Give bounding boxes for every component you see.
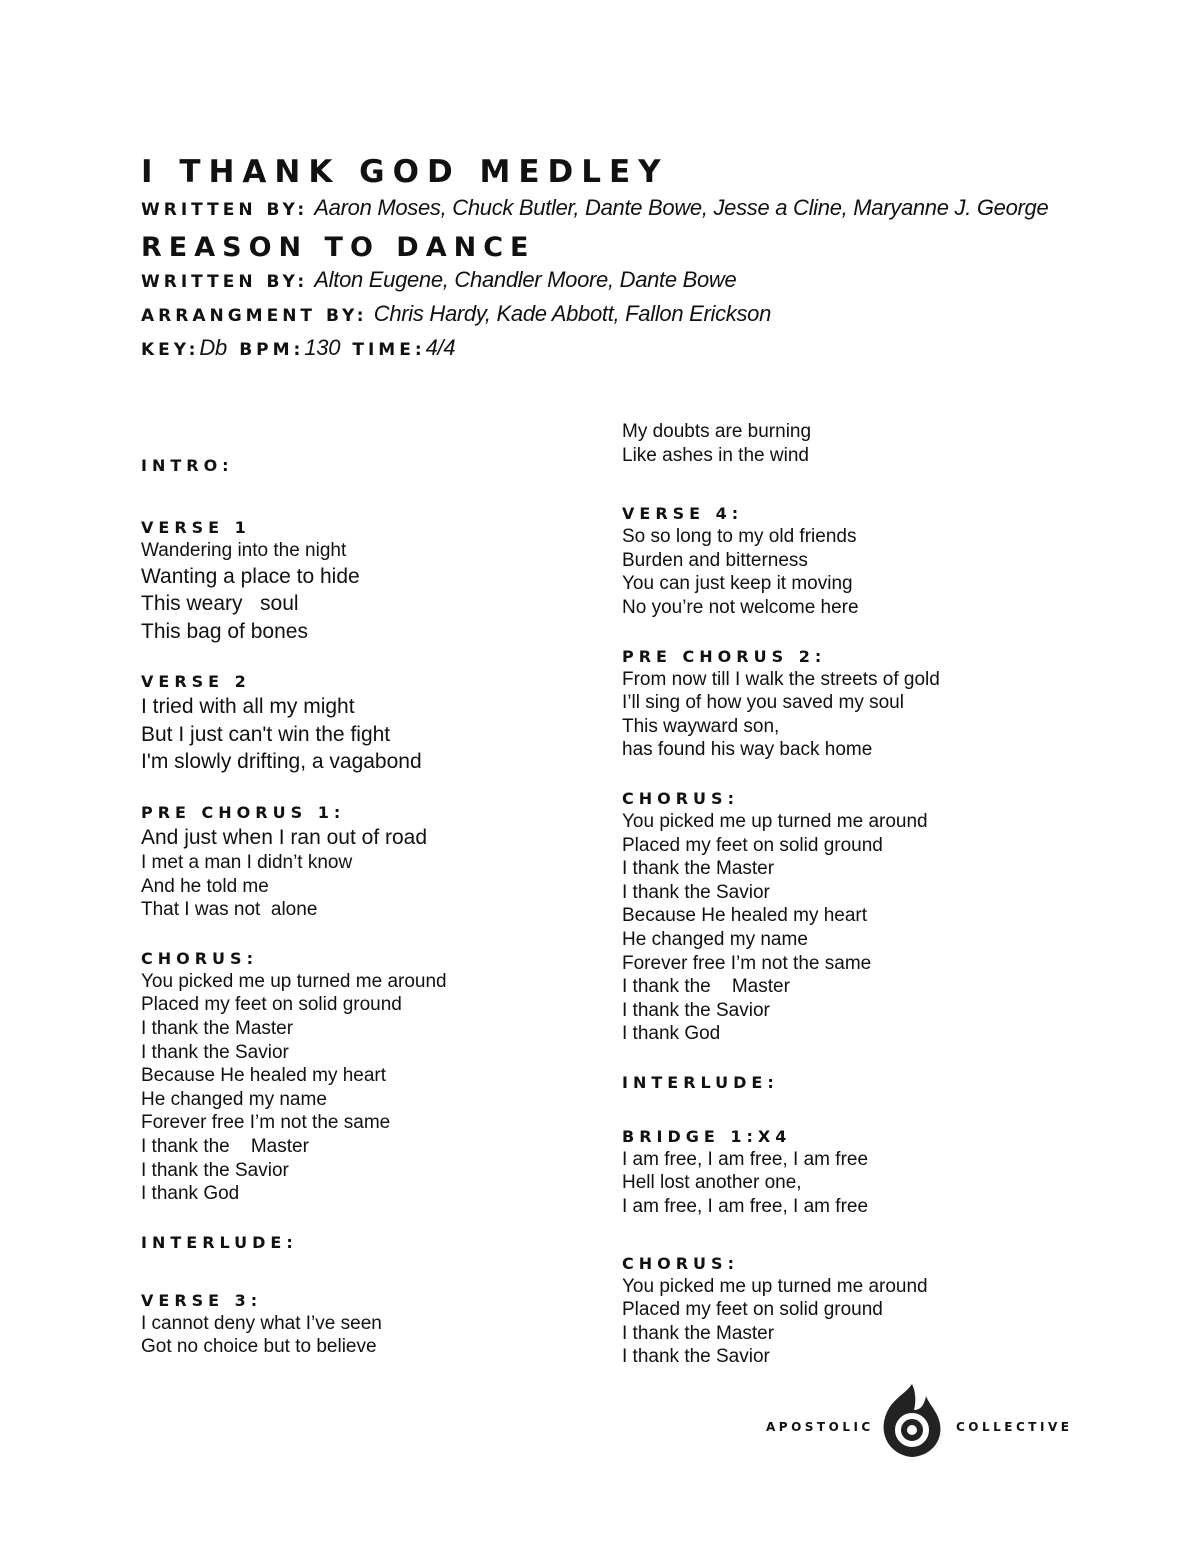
lyric-line: I tried with all my might — [141, 695, 355, 719]
lyric-line: Because He healed my heart — [141, 1065, 387, 1087]
logo-word-left: APOSTOLIC — [766, 1420, 874, 1434]
lyric-line: You can just keep it moving — [622, 573, 853, 595]
song-title-2: REASON TO DANCE — [141, 232, 536, 263]
song-header — [141, 150, 1081, 364]
written-by-label: WRITTEN BY: — [141, 200, 309, 220]
section-label: BRIDGE 1:X4 — [622, 1126, 792, 1146]
lyric-line: Like ashes in the wind — [622, 444, 809, 466]
lyric-line: Forever free I’m not the same — [141, 1112, 391, 1134]
section-verse-4 — [622, 503, 1092, 619]
bpm-label: BPM: — [239, 340, 305, 360]
lyric-line: So so long to my old friends — [622, 526, 857, 548]
section-pre-chorus-2 — [622, 646, 1092, 762]
song-title-1: I THANK GOD MEDLEY — [141, 154, 669, 190]
lyric-line: I thank the Savior — [622, 881, 770, 903]
written-by-label: WRITTEN BY: — [141, 272, 309, 292]
lyric-line: Placed my feet on solid ground — [622, 1299, 883, 1321]
lyric-line: I thank God — [622, 1023, 721, 1045]
lyric-line: I thank the Savior — [141, 1159, 289, 1181]
lyric-line: Placed my feet on solid ground — [622, 834, 883, 856]
lyric-line: But I just can't win the fight — [141, 722, 391, 746]
key-value: Db — [199, 335, 227, 360]
section-verse-2 — [141, 671, 611, 776]
lyric-line: He changed my name — [141, 1088, 327, 1110]
lyric-line: I thank the Master — [622, 858, 775, 880]
lyric-line: Wanting a place to hide — [141, 564, 360, 588]
section-chorus-2 — [622, 1253, 1092, 1369]
logo-word-right: COLLECTIVE — [956, 1420, 1073, 1434]
lyric-line: I am free, I am free, I am free — [622, 1196, 869, 1218]
written-by-2 — [141, 266, 1081, 296]
lyric-line: Placed my feet on solid ground — [141, 994, 402, 1016]
lyric-line: And he told me — [141, 875, 269, 897]
arrangers: Chris Hardy, Kade Abbott, Fallon Erickson — [373, 301, 772, 326]
writers-1: Aaron Moses, Chuck Butler, Dante Bowe, Jesse a Cline, Maryanne J. George — [314, 195, 1049, 220]
lyric-line: I thank the Savior — [622, 999, 770, 1021]
apostolic-collective-logo — [766, 1380, 1073, 1460]
lyric-line: This bag of bones — [141, 619, 308, 643]
arrangement-label: ARRANGMENT BY: — [141, 306, 368, 326]
lyric-line: Got no choice but to believe — [141, 1336, 377, 1358]
lyric-line: You picked me up turned me around — [622, 810, 928, 832]
section-verse-1 — [141, 517, 611, 645]
lyric-line: No you’re not welcome here — [622, 596, 859, 618]
section-chorus — [622, 788, 1092, 1046]
lyrics-column-right — [622, 420, 1092, 1395]
section-label: CHORUS: — [622, 1253, 739, 1273]
lyric-line: Forever free I’m not the same — [622, 952, 872, 974]
written-by-1 — [141, 194, 1081, 224]
section-label: PRE CHORUS 2: — [622, 646, 827, 666]
lyric-line: I'm slowly drifting, a vagabond — [141, 750, 422, 774]
lyric-line: I met a man I didn’t know — [141, 852, 353, 874]
section-label: VERSE 4: — [622, 504, 744, 524]
lyric-line: This weary soul — [141, 592, 299, 616]
section-verse-3-continued — [622, 420, 1092, 467]
section-interlude — [141, 1232, 611, 1254]
section-verse-3 — [141, 1290, 611, 1359]
lyric-line: Because He healed my heart — [622, 905, 868, 927]
section-label: CHORUS: — [622, 788, 739, 808]
lyrics-column-left — [141, 455, 611, 1385]
section-pre-chorus-1 — [141, 802, 611, 922]
lyric-line: I’ll sing of how you saved my soul — [622, 692, 904, 714]
section-interlude — [622, 1072, 1092, 1094]
section-label: INTERLUDE: — [141, 1232, 298, 1252]
lyric-line: You picked me up turned me around — [622, 1275, 928, 1297]
lyric-line: I thank the Master — [141, 1018, 294, 1040]
section-label: VERSE 3: — [141, 1290, 263, 1310]
section-label: CHORUS: — [141, 948, 258, 968]
song-info — [141, 334, 1081, 364]
lyric-line: I am free, I am free, I am free — [622, 1148, 869, 1170]
time-value: 4/4 — [425, 335, 456, 360]
section-chorus — [141, 948, 611, 1206]
section-label: INTERLUDE: — [622, 1072, 779, 1092]
lyric-line: I thank God — [141, 1183, 240, 1205]
lyric-line: I thank the Master — [622, 976, 790, 998]
section-intro — [141, 455, 611, 477]
arrangement-by — [141, 300, 1081, 330]
section-label: INTRO: — [141, 456, 234, 475]
lyric-line: From now till I walk the streets of gold — [622, 668, 940, 690]
lyric-line: Wandering into the night — [141, 540, 347, 561]
lyric-line: Hell lost another one, — [622, 1172, 802, 1194]
writers-2: Alton Eugene, Chandler Moore, Dante Bowe — [314, 267, 737, 292]
lyric-line: That I was not alone — [141, 899, 318, 921]
lyric-line: I thank the Savior — [141, 1041, 289, 1063]
lyric-line: I thank the Master — [622, 1322, 775, 1344]
lyric-line: I cannot deny what I’ve seen — [141, 1312, 382, 1334]
flame-at-icon — [874, 1382, 950, 1460]
lyric-line: I thank the Savior — [622, 1346, 770, 1368]
section-bridge-1 — [622, 1126, 1092, 1219]
lyric-line: This wayward son, — [622, 715, 780, 737]
lyric-line: Burden and bitterness — [622, 549, 808, 571]
lyric-line: has found his way back home — [622, 739, 873, 761]
lyric-line: I thank the Master — [141, 1136, 309, 1158]
key-label: KEY: — [141, 340, 200, 360]
time-label: TIME: — [352, 340, 426, 360]
lyric-line: You picked me up turned me around — [141, 970, 447, 992]
lyric-line: My doubts are burning — [622, 421, 812, 442]
lyric-line: And just when I ran out of road — [141, 825, 428, 849]
section-label: VERSE 2 — [141, 672, 251, 692]
section-label: VERSE 1 — [141, 518, 251, 537]
bpm-value: 130 — [304, 335, 341, 360]
lyric-line: He changed my name — [622, 928, 808, 950]
section-label: PRE CHORUS 1: — [141, 802, 346, 822]
